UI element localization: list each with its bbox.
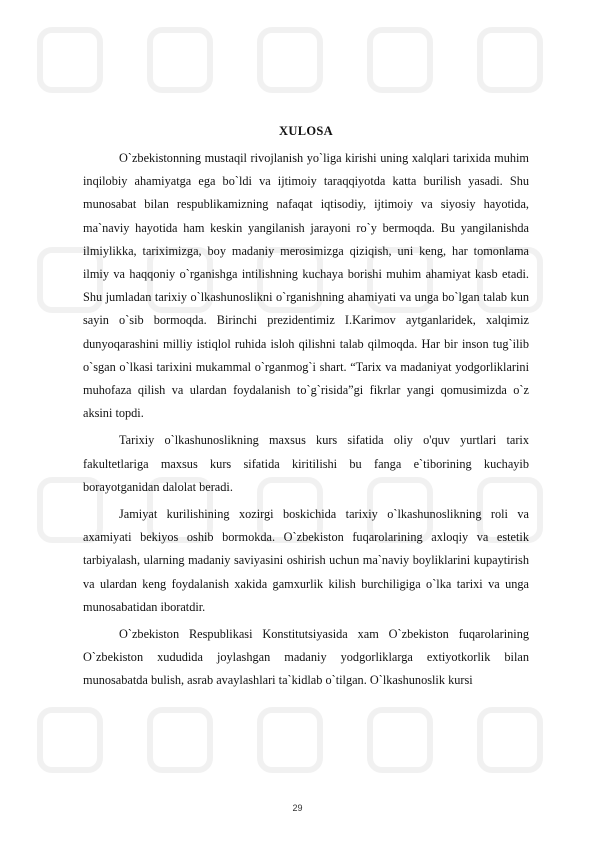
document-page: [83, 123, 529, 697]
paragraph-2: Tarixiy o`lkashunoslikning maxsus kurs sifatida oliy o'quv yurtlari tarix fakultetlariga maxsus kurs sifatida kiritilishi bu fanga e`tiborining kuchayib borayotganidan dalolat beradi.: [83, 433, 529, 494]
paragraph-1: O`zbekistonning mustaqil rivojlanish yo`liga kirishi uning xalqlari tarixida muhim inqilobiy ahamiyatga ega bo`ldi va ijtimoiy taraqqiyotda katta burilish yasadi. Shu munosabat bilan respublikamizning nafaqat iqtisodiy, ijtimoiy va siyosiy hayotida, ma`naviy hayotida ham keskin yangilanish jarayoni ro`y bermoqda. Bu yangilanishda ilmiylikka, tariximizga, boy madaniy merosimizga qiziqish, uni keng, har tomonlama ilmiy va haqqoniy o`rganishga intilishning kuchaya borishi muhim ahamiyat kasb etadi. Shu jumladan tarixiy o`lkashunoslikni o`rganishning ahamiyati va unga bo`lgan talab kun sayin o`sib bormoqda. Birinchi prezidentimiz I.Karimov aytganlaridek, xalqimiz dunyoqarashini milliy istiqlol ruhida isloh qilishni talab qilmoqda. Har bir inson tug`ilib o`sgan o`lkasi tarixini mukammal o`rganmog`i shart. “Tarix va madaniyat yodgorliklarini muhofaza qilish va ulardan foydalanish to`g`risida”gi fikrlar yangi qomusimizda o`z aksini topdi.: [83, 151, 529, 421]
page-number: 29: [292, 803, 303, 813]
paragraph-3: Jamiyat kurilishining xozirgi boskichida tarixiy o`lkashunoslikning roli va axamiyati bekiyos oshib bormokda. O`zbekiston fuqarolarining axloqiy va estetik tarbiyalash, ularning madaniy saviyasini oshirish uchun ma`naviy boyliklarini kupaytirish va ulardan keng foydalanish xakida gamxurlik kilish burchiligiga o`lka tarixi va unga munosabatidan iboratdir.: [83, 507, 529, 614]
paragraph-4: O`zbekiston Respublikasi Konstitutsiyasida xam O`zbekiston fuqarolarining O`zbekiston xududida joylashgan madaniy yodgorliklarga extiyotkorlik bilan munosabatda bulish, asrab avaylashlari ta`kidlab o`tilgan. O`lkashunoslik kursi: [83, 627, 529, 688]
document-title: XULOSA: [279, 124, 333, 138]
